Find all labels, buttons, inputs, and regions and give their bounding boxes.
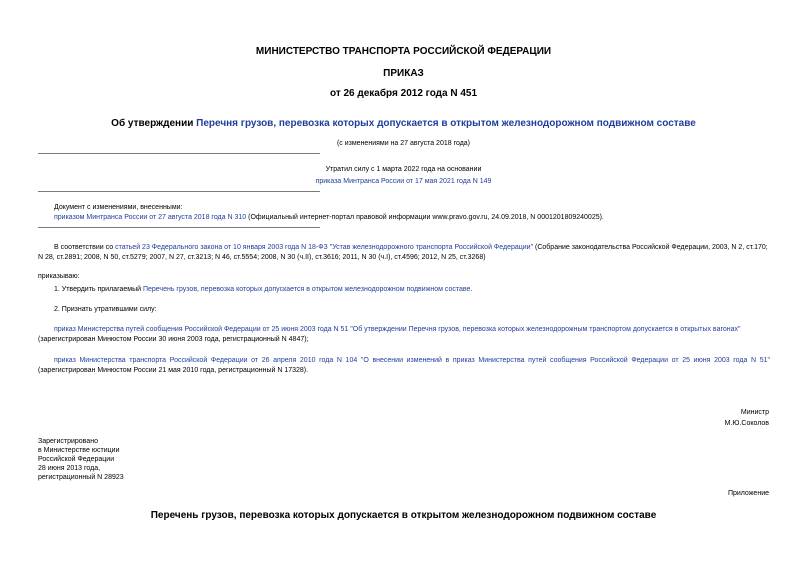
repealed-item-2 bbox=[38, 356, 770, 375]
signature-position: Министр bbox=[740, 409, 769, 416]
basis-paragraph bbox=[38, 243, 770, 262]
changes-line bbox=[54, 213, 770, 222]
date-number-heading: от 26 декабря 2012 года N 451 bbox=[329, 88, 478, 99]
registration-line: в Министерстве юстиции bbox=[38, 447, 120, 454]
amendments-note: (с изменениями на 27 августа 2018 года) bbox=[336, 140, 471, 147]
void-notice-text: Утратил силу с 1 марта 2022 года на основании bbox=[325, 166, 482, 173]
repealed-item-1 bbox=[38, 325, 770, 344]
ministry-heading: МИНИСТЕРСТВО ТРАНСПОРТА РОССИЙСКОЙ ФЕДЕРАЦИИ bbox=[255, 46, 552, 57]
changes-rest: (Официальный интернет-портал правовой информации www.pravo.gov.ru, 24.09.2018, N 0001201809240025). bbox=[246, 214, 604, 221]
divider bbox=[38, 227, 320, 228]
changes-label: Документ с изменениями, внесенными: bbox=[54, 204, 183, 211]
void-notice-line bbox=[0, 177, 807, 186]
registration-line: регистрационный N 28923 bbox=[38, 474, 124, 481]
appendix-title: Перечень грузов, перевозка которых допускается в открытом железнодорожном подвижном составе bbox=[150, 510, 657, 521]
title-link[interactable]: Перечня грузов, перевозка которых допускается в открытом железнодорожном подвижном составе bbox=[196, 118, 696, 129]
basis-rest: (Собрание законодательства Российской Федерации, 2003, N 2, ст.170; N 28, ст.2891; 2008, N 50, ст.5279; 2007, N 27, ст.3213; N 46, ст.5554; 2008, N 30 (ч.II), ст.3616; 2011, N 30 (ч.I), ст.4596; 2012, N 25, ст.3268) bbox=[38, 244, 768, 261]
divider bbox=[38, 153, 320, 154]
divider bbox=[38, 191, 320, 192]
document-title bbox=[0, 118, 807, 129]
item-1-suffix: . bbox=[470, 286, 473, 293]
order-word: приказываю: bbox=[38, 273, 80, 280]
item-1 bbox=[38, 285, 770, 295]
doc-type-heading: ПРИКАЗ bbox=[383, 68, 424, 79]
item-2: 2. Признать утратившими силу: bbox=[54, 306, 157, 313]
repealed-link-2[interactable]: приказ Министерства транспорта Российской Федерации от 26 апреля 2010 года N 104 "О внесении изменений в приказ Министерства путей сообщения Российской Федерации от 25 июня 2003 года N 51" bbox=[54, 357, 770, 364]
item-1-prefix: 1. Утвердить прилагаемый bbox=[54, 286, 143, 293]
void-notice-link[interactable]: приказа Минтранса России от 17 мая 2021 года N 149 bbox=[315, 178, 492, 185]
registration-line: 28 июня 2013 года, bbox=[38, 465, 101, 472]
changes-link[interactable]: приказом Минтранса России от 27 августа 2018 года N 310 bbox=[54, 214, 247, 221]
signature-name: М.Ю.Соколов bbox=[724, 420, 769, 427]
title-prefix: Об утверждении bbox=[111, 118, 197, 129]
repealed-link-1[interactable]: приказ Министерства путей сообщения Российской Федерации от 25 июня 2003 года N 51 "Об утверждении Перечня грузов, перевозка которых железнодорожным транспортом допускается в открытых вагонах" bbox=[54, 326, 741, 333]
registration-line: Российской Федерации bbox=[38, 456, 115, 463]
basis-prefix: В соответствии со bbox=[54, 244, 116, 251]
registration-line: Зарегистрировано bbox=[38, 438, 98, 445]
repealed-rest-1: (зарегистрирован Минюстом России 30 июня 2003 года, регистрационный N 4847); bbox=[38, 335, 309, 343]
basis-link[interactable]: статьей 23 Федерального закона от 10 января 2003 года N 18-ФЗ "Устав железнодорожного транспорта Российской Федерации" bbox=[115, 244, 534, 251]
registration-block bbox=[38, 437, 238, 482]
appendix-label: Приложение bbox=[727, 490, 769, 497]
item-1-link[interactable]: Перечень грузов, перевозка которых допускается в открытом железнодорожном подвижном составе bbox=[142, 286, 471, 293]
repealed-rest-2: (зарегистрирован Минюстом России 21 мая 2010 года, регистрационный N 17328). bbox=[38, 366, 309, 374]
